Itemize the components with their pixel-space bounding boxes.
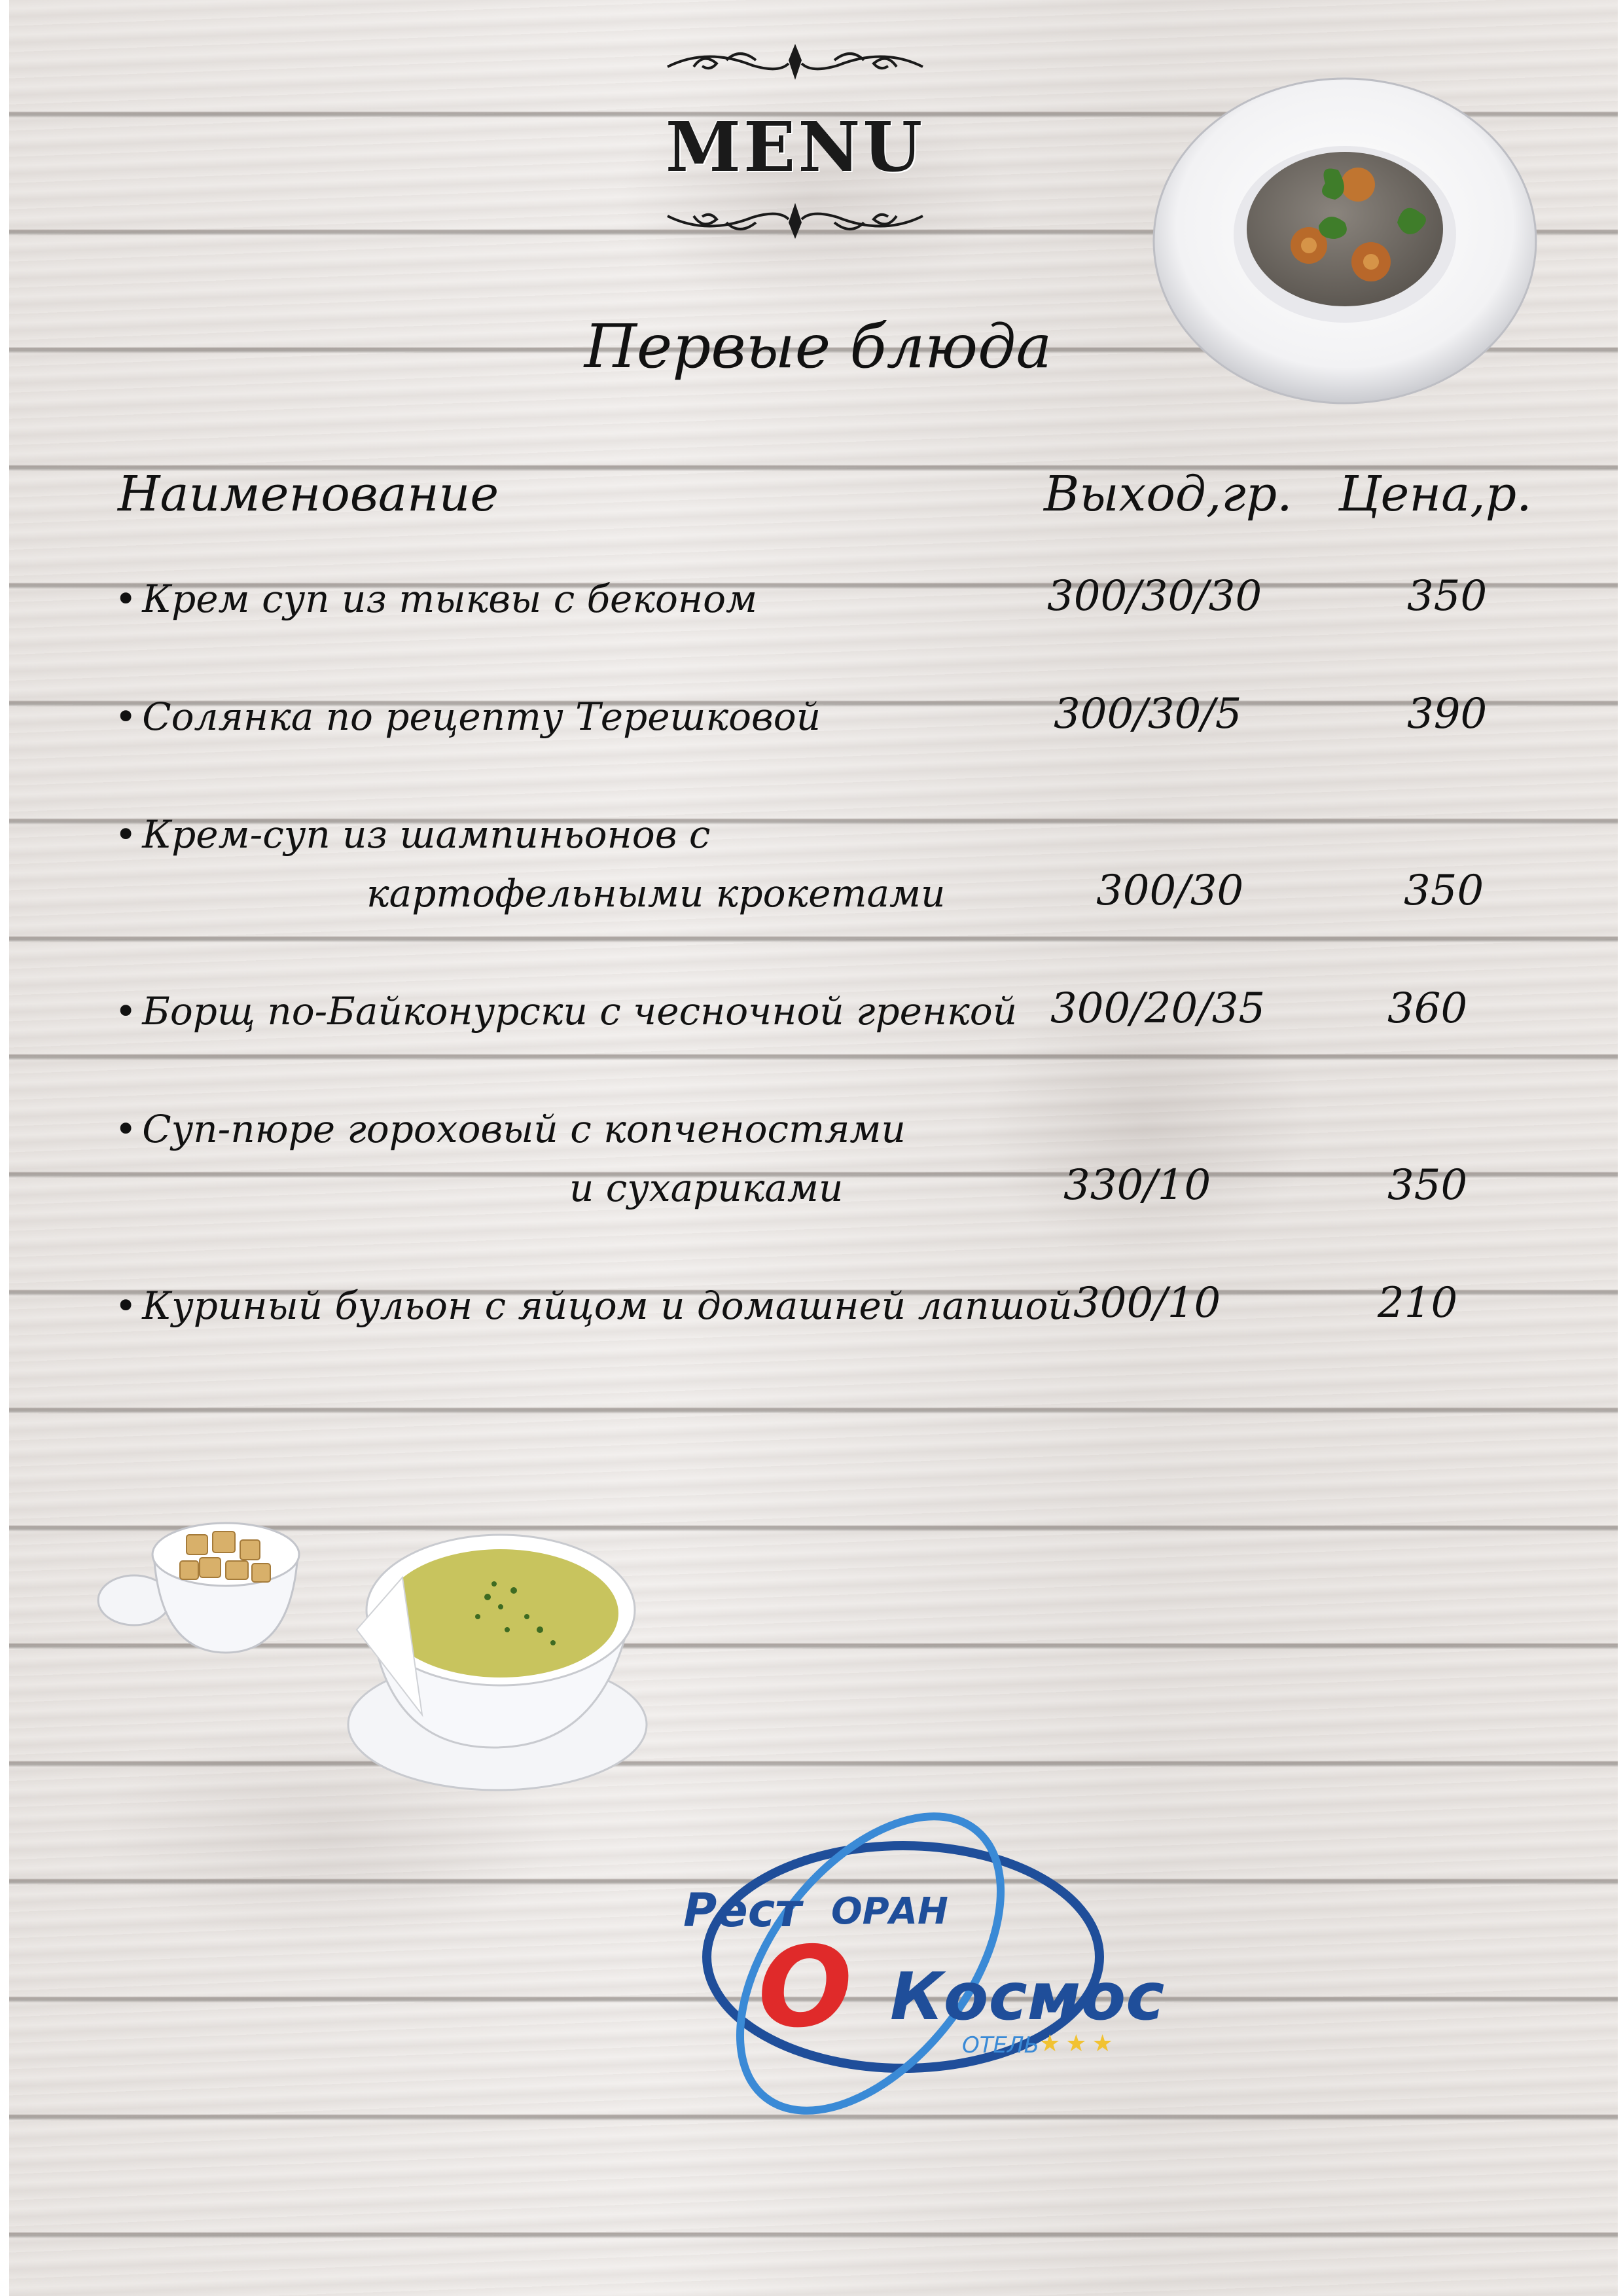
menu-item-yield: 330/10 xyxy=(1063,1161,1211,1210)
pea-soup-bowl-photo xyxy=(344,1499,658,1800)
star-icon: ★★★ xyxy=(1039,2030,1118,2057)
menu-item-price: 350 xyxy=(1404,867,1484,915)
logo-text-kosmos: Космос xyxy=(890,1958,1165,2035)
ornament-top-icon xyxy=(654,41,936,86)
ornament-bottom-icon xyxy=(654,196,936,242)
logo-text-oran: ОРАН xyxy=(831,1890,948,1933)
menu-item-name: • Борщ по-Байконурски с чесночной гренкой xyxy=(115,982,1017,1041)
menu-item-price: 350 xyxy=(1407,572,1488,620)
menu-item-name: • Крем суп из тыквы с беконом xyxy=(115,569,757,628)
menu-item-price: 390 xyxy=(1407,690,1488,738)
menu-item-yield: 300/10 xyxy=(1073,1279,1221,1327)
croutons-photo xyxy=(95,1496,330,1659)
menu-item-yield: 300/30 xyxy=(1096,867,1244,915)
menu-item-price: 210 xyxy=(1378,1279,1458,1327)
logo-text-otel: ОТЕЛЬ xyxy=(962,2032,1039,2058)
menu-item-price: 360 xyxy=(1387,984,1468,1033)
page-edge-left xyxy=(0,0,9,2296)
menu-item-yield: 300/30/30 xyxy=(1047,572,1262,620)
column-header-yield: Выход,гр. xyxy=(1044,466,1293,522)
menu-item-name: • Крем-суп из шампиньонов с xyxy=(115,805,710,864)
menu-item-yield: 300/20/35 xyxy=(1050,984,1266,1033)
logo-text-rest: Рест xyxy=(683,1884,802,1937)
page-edge-right xyxy=(1618,0,1623,2296)
menu-item-name: • Куриный бульон с яйцом и домашней лапшой xyxy=(115,1276,1073,1335)
menu-item-name-line2: и сухариками xyxy=(569,1166,844,1210)
mushroom-soup-photo xyxy=(1149,72,1538,406)
section-title: Первые блюда xyxy=(584,312,1052,382)
menu-item-yield: 300/30/5 xyxy=(1054,690,1242,738)
logo-text-o: О xyxy=(758,1923,849,2053)
column-header-price: Цена,р. xyxy=(1338,466,1532,522)
column-header-name: Наименование xyxy=(118,466,499,522)
menu-item-name-line2: картофельными крокетами xyxy=(366,871,946,916)
restaurant-logo xyxy=(654,1787,1165,2140)
menu-item-name: • Солянка по рецепту Терешковой xyxy=(115,687,821,746)
menu-title: MENU xyxy=(665,107,925,187)
menu-item-price: 350 xyxy=(1387,1161,1468,1210)
menu-item-name: • Суп-пюре гороховый с копченостями xyxy=(115,1100,906,1158)
